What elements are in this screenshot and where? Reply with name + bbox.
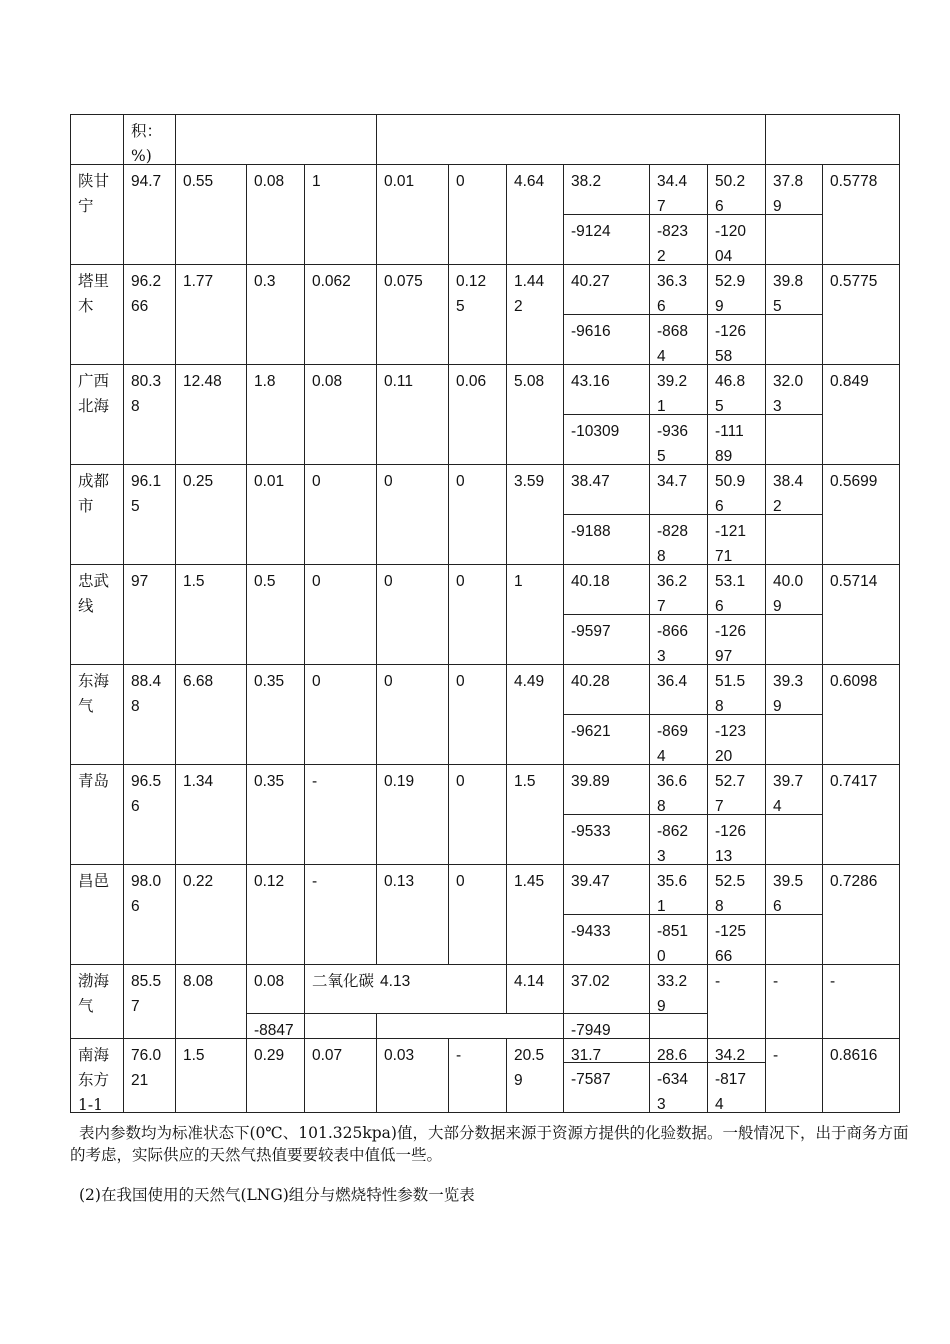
table-cell: -868 4 — [649, 314, 708, 365]
table-cell: -869 4 — [649, 714, 708, 765]
table-cell: -936 5 — [649, 414, 708, 465]
gas-source-name: 忠武 线 — [70, 564, 124, 665]
table-cell: 0.075 — [376, 264, 449, 365]
table-cell: -817 4 — [707, 1062, 766, 1113]
table-cell: 52.7 7 — [707, 764, 766, 815]
table-cell: - — [304, 764, 377, 865]
table-cell: -126 97 — [707, 614, 766, 665]
table-cell: 0.5775 — [822, 264, 900, 365]
table-cell: -125 66 — [707, 914, 766, 965]
table-cell: 0 — [376, 664, 449, 765]
table-header-blank — [765, 114, 900, 165]
gas-source-name: 渤海 气 — [70, 964, 124, 1039]
table-cell: 32.0 3 — [765, 364, 823, 415]
gas-source-name: 成都 市 — [70, 464, 124, 565]
table-cell: 38.4 2 — [765, 464, 823, 515]
table-cell: 80.3 8 — [123, 364, 176, 465]
table-cell: 0.29 — [246, 1038, 305, 1113]
table-cell: -634 3 — [649, 1062, 708, 1113]
table-cell: 0.7286 — [822, 864, 900, 965]
table-cell: 0 — [448, 164, 507, 265]
table-cell: 36.3 6 — [649, 264, 708, 315]
table-cell: 96.2 66 — [123, 264, 176, 365]
table-cell-blank — [765, 714, 823, 765]
table-cell: - — [765, 964, 823, 1039]
table-cell: 0.55 — [175, 164, 247, 265]
table-cell: 0.5714 — [822, 564, 900, 665]
table-cell: 20.5 9 — [506, 1038, 564, 1113]
table-cell: 76.0 21 — [123, 1038, 176, 1113]
table-cell: -828 8 — [649, 514, 708, 565]
table-cell: 0 — [304, 564, 377, 665]
table-cell: 1.34 — [175, 764, 247, 865]
table-cell: 37.8 9 — [765, 164, 823, 215]
table-cell: 6.68 — [175, 664, 247, 765]
table-cell: 4.14 — [506, 964, 564, 1014]
table-header-blank — [70, 114, 124, 165]
table-cell: 53.1 6 — [707, 564, 766, 615]
table-cell-blank — [765, 614, 823, 665]
table-cell: - — [765, 1038, 823, 1113]
co2-cell — [304, 964, 507, 1014]
table-cell: 0.6098 — [822, 664, 900, 765]
table-cell: 39.8 5 — [765, 264, 823, 315]
table-cell: -9616 — [563, 314, 650, 365]
table-cell: 0.25 — [175, 464, 247, 565]
table-cell: 39.5 6 — [765, 864, 823, 915]
table-cell: 5.08 — [506, 364, 564, 465]
table-cell: -126 58 — [707, 314, 766, 365]
table-cell: 3.59 — [506, 464, 564, 565]
table-cell: 1.5 — [175, 564, 247, 665]
table-cell: 1.8 — [246, 364, 305, 465]
table-cell: -8847 — [246, 1013, 377, 1039]
table-cell: 0.19 — [376, 764, 449, 865]
table-cell: 0.13 — [376, 864, 449, 965]
table-cell: 0 — [448, 564, 507, 665]
table-cell: 28.6 — [649, 1038, 708, 1063]
table-cell: -9188 — [563, 514, 650, 565]
table-cell: 0 — [376, 464, 449, 565]
table-header-blank — [175, 114, 377, 165]
table-cell: 51.5 8 — [707, 664, 766, 715]
table-cell: -851 0 — [649, 914, 708, 965]
table-cell: 39.47 — [563, 864, 650, 915]
table-cell: -10309 — [563, 414, 650, 465]
table-cell: 0 — [304, 464, 377, 565]
table-cell: 36.4 — [649, 664, 708, 715]
table-cell: 31.7 — [563, 1038, 650, 1063]
section-heading: (2)在我国使用的天然气(LNG)组分与燃烧特性参数一览表 — [79, 1186, 475, 1204]
table-cell: -7949 — [563, 1013, 650, 1039]
table-cell: 0.06 — [448, 364, 507, 465]
table-cell: 38.47 — [563, 464, 650, 515]
table-cell: 96.1 5 — [123, 464, 176, 565]
gas-source-name: 昌邑 — [70, 864, 124, 965]
table-cell: -121 71 — [707, 514, 766, 565]
table-cell: -120 04 — [707, 214, 766, 265]
table-cell: - — [448, 1038, 507, 1113]
table-cell-blank — [765, 314, 823, 365]
table-header-blank — [376, 114, 766, 165]
table-cell: 52.9 9 — [707, 264, 766, 315]
table-cell: 0.062 — [304, 264, 377, 365]
table-cell: -823 2 — [649, 214, 708, 265]
table-cell-blank — [765, 914, 823, 965]
table-cell: 1.77 — [175, 264, 247, 365]
gas-source-name: 陕甘 宁 — [70, 164, 124, 265]
table-cell: 0.22 — [175, 864, 247, 965]
table-cell: 1 — [506, 564, 564, 665]
table-cell-blank — [649, 1013, 708, 1039]
table-cell-blank — [765, 514, 823, 565]
table-cell: 0.12 5 — [448, 264, 507, 365]
table-note: 表内参数均为标准状态下(0℃、101.325kpa)值，大部分数据来源于资源方提供的化验数据。一般情况下，出于商务方面的考虑，实际供应的天然气热值要要较表中值低一些。 — [70, 1124, 909, 1164]
table-cell: 0.08 — [304, 364, 377, 465]
table-cell: 12.48 — [175, 364, 247, 465]
table-cell: -126 13 — [707, 814, 766, 865]
table-cell: 85.5 7 — [123, 964, 176, 1039]
table-cell: 0.01 — [376, 164, 449, 265]
table-cell: 50.9 6 — [707, 464, 766, 515]
table-cell: 34.4 7 — [649, 164, 708, 215]
table-cell: 39.2 1 — [649, 364, 708, 415]
table-cell: 1.45 — [506, 864, 564, 965]
table-cell: -9533 — [563, 814, 650, 865]
table-cell: 37.02 — [563, 964, 650, 1014]
table-cell: 0.7417 — [822, 764, 900, 865]
table-cell: 0.07 — [304, 1038, 377, 1113]
table-cell: -866 3 — [649, 614, 708, 665]
table-cell: -123 20 — [707, 714, 766, 765]
table-cell: 50.2 6 — [707, 164, 766, 215]
table-cell: 0.08 — [246, 964, 305, 1039]
table-cell: 0.5699 — [822, 464, 900, 565]
table-cell: 0.11 — [376, 364, 449, 465]
table-cell: 97 — [123, 564, 176, 665]
table-cell: 8.08 — [175, 964, 247, 1039]
gas-source-name: 青岛 — [70, 764, 124, 865]
table-cell: -7587 — [563, 1062, 650, 1113]
table-cell: 40.0 9 — [765, 564, 823, 615]
table-cell: -9124 — [563, 214, 650, 265]
table-cell: 0.849 — [822, 364, 900, 465]
table-cell: 0.3 — [246, 264, 305, 365]
table-cell: 0 — [376, 564, 449, 665]
table-header-cell: 积： %) — [123, 114, 176, 165]
table-cell-blank — [765, 814, 823, 865]
co2-label: 二氧化碳 — [312, 972, 375, 990]
gas-source-name: 塔里 木 — [70, 264, 124, 365]
table-cell: 40.28 — [563, 664, 650, 715]
table-cell: 0 — [448, 464, 507, 565]
table-cell-blank — [765, 214, 823, 265]
table-cell: 39.89 — [563, 764, 650, 815]
table-cell: - — [707, 964, 766, 1039]
table-cell: 4.49 — [506, 664, 564, 765]
table-cell: 0.35 — [246, 764, 305, 865]
table-cell: 1 — [304, 164, 377, 265]
table-cell: 1.5 — [506, 764, 564, 865]
table-cell: 0.12 — [246, 864, 305, 965]
table-cell: - — [822, 964, 900, 1039]
table-cell: 36.6 8 — [649, 764, 708, 815]
table-cell: 40.18 — [563, 564, 650, 615]
table-cell: 52.5 8 — [707, 864, 766, 915]
table-cell: 0 — [448, 664, 507, 765]
table-cell: 1.5 — [175, 1038, 247, 1113]
gas-source-name: 南海 东方 1-1 — [70, 1038, 124, 1113]
table-cell: -9621 — [563, 714, 650, 765]
table-cell: 0.01 — [246, 464, 305, 565]
co2-value: 4.13 — [380, 973, 411, 990]
table-cell: -9597 — [563, 614, 650, 665]
table-cell: 96.5 6 — [123, 764, 176, 865]
table-cell: 39.3 9 — [765, 664, 823, 715]
table-cell: 43.16 — [563, 364, 650, 415]
table-cell: -9433 — [563, 914, 650, 965]
table-cell: -862 3 — [649, 814, 708, 865]
table-cell: 98.0 6 — [123, 864, 176, 965]
table-cell: - — [304, 864, 377, 965]
table-cell: 4.64 — [506, 164, 564, 265]
table-cell: 46.8 5 — [707, 364, 766, 415]
table-cell: 40.27 — [563, 264, 650, 315]
table-cell: 33.2 9 — [649, 964, 708, 1014]
table-cell: 0.03 — [376, 1038, 449, 1113]
table-cell: 35.6 1 — [649, 864, 708, 915]
table-cell-blank — [765, 414, 823, 465]
gas-source-name: 广西 北海 — [70, 364, 124, 465]
table-cell: 0.35 — [246, 664, 305, 765]
table-cell: 38.2 — [563, 164, 650, 215]
table-cell: 39.7 4 — [765, 764, 823, 815]
table-cell: 34.2 — [707, 1038, 766, 1063]
table-cell: 34.7 — [649, 464, 708, 515]
table-cell: 0.5778 — [822, 164, 900, 265]
table-cell: 0 — [448, 864, 507, 965]
table-cell: 88.4 8 — [123, 664, 176, 765]
table-cell: 1.44 2 — [506, 264, 564, 365]
table-cell: 0 — [448, 764, 507, 865]
table-cell: 36.2 7 — [649, 564, 708, 615]
table-cell: 94.7 — [123, 164, 176, 265]
table-cell: 0.5 — [246, 564, 305, 665]
gas-source-name: 东海 气 — [70, 664, 124, 765]
table-cell: -111 89 — [707, 414, 766, 465]
table-cell: 0.08 — [246, 164, 305, 265]
table-cell: 0.8616 — [822, 1038, 900, 1113]
table-cell: 0 — [304, 664, 377, 765]
